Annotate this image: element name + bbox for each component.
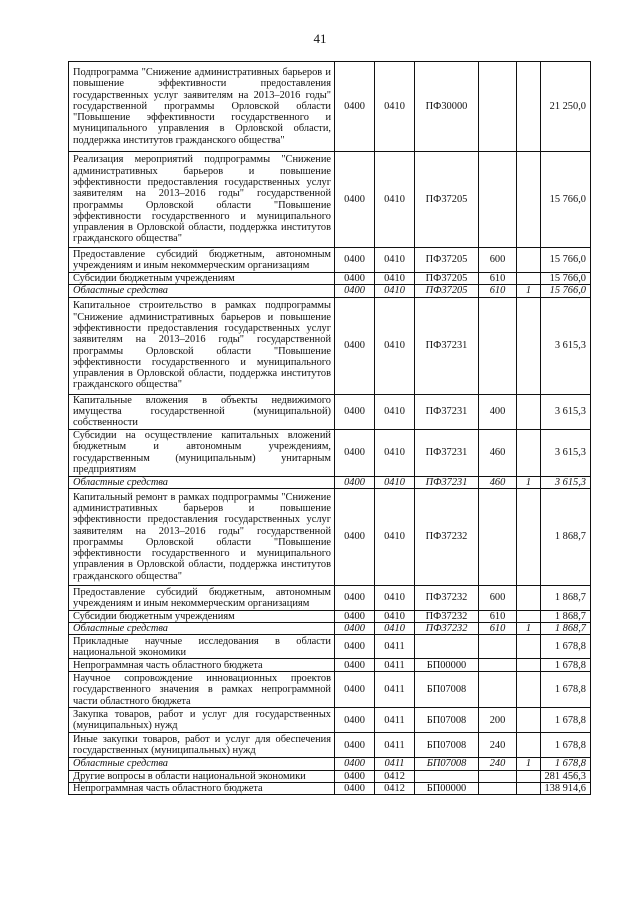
amount: 3 615,3 [541, 429, 591, 476]
subsection-code: 0410 [375, 394, 415, 429]
expense-type-code: 240 [479, 758, 517, 770]
row-name: Реализация мероприятий подпрограммы "Снижение административных барьеров и повышение эффективности предоставления государственных услуг заявителям на 2013–2016 годы" государственной программы Орловской области "Повышение эффективности государственного и муниципального управления в Орловской области, поддержка институтов гражданского общества" [69, 152, 335, 248]
amount: 1 678,8 [541, 758, 591, 770]
row-name: Областные средства [69, 285, 335, 297]
section-code: 0400 [335, 429, 375, 476]
expense-type-code: 200 [479, 708, 517, 733]
row-name: Прикладные научные исследования в области национальной экономики [69, 635, 335, 659]
subsection-code: 0412 [375, 770, 415, 782]
funding-source-code [517, 273, 541, 285]
table-row [69, 248, 591, 273]
section-code: 0400 [335, 285, 375, 297]
section-code: 0400 [335, 733, 375, 758]
amount: 1 868,7 [541, 610, 591, 622]
row-name: Областные средства [69, 758, 335, 770]
funding-source-code [517, 635, 541, 659]
page-number: 41 [313, 31, 327, 46]
row-name: Субсидии на осуществление капитальных вложений бюджетным и автономным учреждениям, государственным (муниципальным) унитарным предприятиям [69, 429, 335, 476]
subsection-code: 0411 [375, 659, 415, 672]
target-article-code: ПФ37205 [415, 285, 479, 297]
target-article-code: ПФ37205 [415, 152, 479, 248]
subsection-code: 0410 [375, 429, 415, 476]
target-article-code: ПФ30000 [415, 62, 479, 152]
subsection-code: 0411 [375, 733, 415, 758]
amount: 1 678,8 [541, 733, 591, 758]
target-article-code: ПФ37231 [415, 297, 479, 394]
section-code: 0400 [335, 770, 375, 782]
amount: 1 868,7 [541, 488, 591, 585]
row-name: Субсидии бюджетным учреждениям [69, 610, 335, 622]
target-article-code [415, 770, 479, 782]
section-code: 0400 [335, 623, 375, 635]
amount: 281 456,3 [541, 770, 591, 782]
subsection-code: 0410 [375, 62, 415, 152]
subsection-code: 0410 [375, 152, 415, 248]
table-row [69, 708, 591, 733]
amount: 1 868,7 [541, 585, 591, 610]
table-row [69, 758, 591, 770]
funding-source-code [517, 488, 541, 585]
row-name: Другие вопросы в области национальной экономики [69, 770, 335, 782]
expense-type-code [479, 659, 517, 672]
funding-source-code: 1 [517, 285, 541, 297]
row-name: Закупка товаров, работ и услуг для государственных (муниципальных) нужд [69, 708, 335, 733]
row-name: Субсидии бюджетным учреждениям [69, 273, 335, 285]
expense-type-code [479, 62, 517, 152]
target-article-code: ПФ37232 [415, 610, 479, 622]
subsection-code: 0412 [375, 783, 415, 795]
target-article-code: БП00000 [415, 659, 479, 672]
section-code: 0400 [335, 610, 375, 622]
section-code: 0400 [335, 758, 375, 770]
amount: 1 868,7 [541, 623, 591, 635]
amount: 1 678,8 [541, 659, 591, 672]
target-article-code: ПФ37231 [415, 429, 479, 476]
funding-source-code [517, 394, 541, 429]
table-row [69, 273, 591, 285]
funding-source-code [517, 297, 541, 394]
row-name: Непрограммная часть областного бюджета [69, 783, 335, 795]
table-row [69, 672, 591, 708]
section-code: 0400 [335, 394, 375, 429]
funding-source-code [517, 659, 541, 672]
expense-type-code: 460 [479, 476, 517, 488]
amount: 1 678,8 [541, 635, 591, 659]
section-code: 0400 [335, 476, 375, 488]
section-code: 0400 [335, 672, 375, 708]
table-row [69, 733, 591, 758]
section-code: 0400 [335, 62, 375, 152]
target-article-code: ПФ37232 [415, 488, 479, 585]
row-name: Научное сопровождение инновационных проектов государственного значения в рамках непрограммной части областного бюджета [69, 672, 335, 708]
expense-type-code: 460 [479, 429, 517, 476]
expense-type-code: 400 [479, 394, 517, 429]
funding-source-code: 1 [517, 623, 541, 635]
section-code: 0400 [335, 273, 375, 285]
row-name: Областные средства [69, 623, 335, 635]
subsection-code: 0411 [375, 672, 415, 708]
subsection-code: 0410 [375, 585, 415, 610]
amount: 138 914,6 [541, 783, 591, 795]
funding-source-code: 1 [517, 476, 541, 488]
table-row [69, 783, 591, 795]
target-article-code: ПФ37205 [415, 248, 479, 273]
expense-type-code: 240 [479, 733, 517, 758]
subsection-code: 0410 [375, 476, 415, 488]
section-code: 0400 [335, 708, 375, 733]
funding-source-code [517, 770, 541, 782]
subsection-code: 0410 [375, 297, 415, 394]
amount: 15 766,0 [541, 285, 591, 297]
table-row [69, 152, 591, 248]
section-code: 0400 [335, 659, 375, 672]
expense-type-code [479, 152, 517, 248]
table-row [69, 610, 591, 622]
section-code: 0400 [335, 152, 375, 248]
table-row [69, 585, 591, 610]
table-row [69, 476, 591, 488]
funding-source-code [517, 62, 541, 152]
target-article-code: ПФ37205 [415, 273, 479, 285]
row-name: Подпрограмма "Снижение административных барьеров и повышение эффективности предоставления государственных услуг заявителям на 2013–2016 годы" государственной программы Орловской области "Повышение эффективности государственного и муниципального управления в Орловской области, поддержка институтов гражданского общества" [69, 62, 335, 152]
funding-source-code [517, 733, 541, 758]
subsection-code: 0410 [375, 285, 415, 297]
target-article-code: БП07008 [415, 758, 479, 770]
amount: 15 766,0 [541, 152, 591, 248]
target-article-code: ПФ37232 [415, 585, 479, 610]
subsection-code: 0410 [375, 623, 415, 635]
subsection-code: 0410 [375, 273, 415, 285]
funding-source-code [517, 783, 541, 795]
table-row [69, 285, 591, 297]
subsection-code: 0411 [375, 758, 415, 770]
target-article-code: БП07008 [415, 733, 479, 758]
funding-source-code [517, 429, 541, 476]
expense-type-code [479, 783, 517, 795]
row-name: Предоставление субсидий бюджетным, автономным учреждениям и иным некоммерческим организациям [69, 248, 335, 273]
subsection-code: 0410 [375, 610, 415, 622]
expense-type-code [479, 672, 517, 708]
amount: 15 766,0 [541, 248, 591, 273]
target-article-code: ПФ37231 [415, 394, 479, 429]
amount: 3 615,3 [541, 476, 591, 488]
row-name: Капитальное строительство в рамках подпрограммы "Снижение административных барьеров и повышение эффективности предоставления государственных услуг заявителям на 2013–2016 годы" государственной программы Орловской области "Повышение эффективности государственного и муниципального управления в Орловской области, поддержка институтов гражданского общества" [69, 297, 335, 394]
section-code: 0400 [335, 488, 375, 585]
table-row [69, 429, 591, 476]
funding-source-code [517, 672, 541, 708]
row-name: Иные закупки товаров, работ и услуг для обеспечения государственных (муниципальных) нужд [69, 733, 335, 758]
target-article-code: БП00000 [415, 783, 479, 795]
table-row [69, 488, 591, 585]
section-code: 0400 [335, 635, 375, 659]
amount: 1 678,8 [541, 708, 591, 733]
expense-type-code: 610 [479, 610, 517, 622]
target-article-code [415, 635, 479, 659]
amount: 1 678,8 [541, 672, 591, 708]
expense-type-code: 610 [479, 285, 517, 297]
funding-source-code [517, 152, 541, 248]
table-row [69, 62, 591, 152]
expense-type-code: 600 [479, 248, 517, 273]
subsection-code: 0411 [375, 708, 415, 733]
target-article-code: ПФ37232 [415, 623, 479, 635]
budget-table-body [69, 62, 591, 795]
row-name: Непрограммная часть областного бюджета [69, 659, 335, 672]
subsection-code: 0410 [375, 248, 415, 273]
target-article-code: БП07008 [415, 672, 479, 708]
table-row [69, 635, 591, 659]
section-code: 0400 [335, 248, 375, 273]
expense-type-code [479, 770, 517, 782]
section-code: 0400 [335, 297, 375, 394]
target-article-code: ПФ37231 [415, 476, 479, 488]
funding-source-code [517, 585, 541, 610]
target-article-code: БП07008 [415, 708, 479, 733]
funding-source-code [517, 708, 541, 733]
expense-type-code [479, 635, 517, 659]
expense-type-code: 610 [479, 623, 517, 635]
funding-source-code: 1 [517, 758, 541, 770]
amount: 3 615,3 [541, 394, 591, 429]
budget-table [68, 61, 591, 795]
amount: 15 766,0 [541, 273, 591, 285]
amount: 3 615,3 [541, 297, 591, 394]
table-row [69, 659, 591, 672]
funding-source-code [517, 248, 541, 273]
table-row [69, 770, 591, 782]
row-name: Капитальный ремонт в рамках подпрограммы "Снижение административных барьеров и повышение эффективности предоставления государственных услуг заявителям на 2013–2016 годы" государственной программы Орловской области "Повышение эффективности государственного и муниципального управления в Орловской области, поддержка институтов гражданского общества" [69, 488, 335, 585]
section-code: 0400 [335, 783, 375, 795]
subsection-code: 0410 [375, 488, 415, 585]
funding-source-code [517, 610, 541, 622]
amount: 21 250,0 [541, 62, 591, 152]
expense-type-code: 610 [479, 273, 517, 285]
table-row [69, 394, 591, 429]
row-name: Капитальные вложения в объекты недвижимого имущества государственной (муниципальной) собственности [69, 394, 335, 429]
row-name: Областные средства [69, 476, 335, 488]
expense-type-code [479, 488, 517, 585]
table-row [69, 623, 591, 635]
table-row [69, 297, 591, 394]
row-name: Предоставление субсидий бюджетным, автономным учреждениям и иным некоммерческим организациям [69, 585, 335, 610]
subsection-code: 0411 [375, 635, 415, 659]
expense-type-code [479, 297, 517, 394]
expense-type-code: 600 [479, 585, 517, 610]
section-code: 0400 [335, 585, 375, 610]
